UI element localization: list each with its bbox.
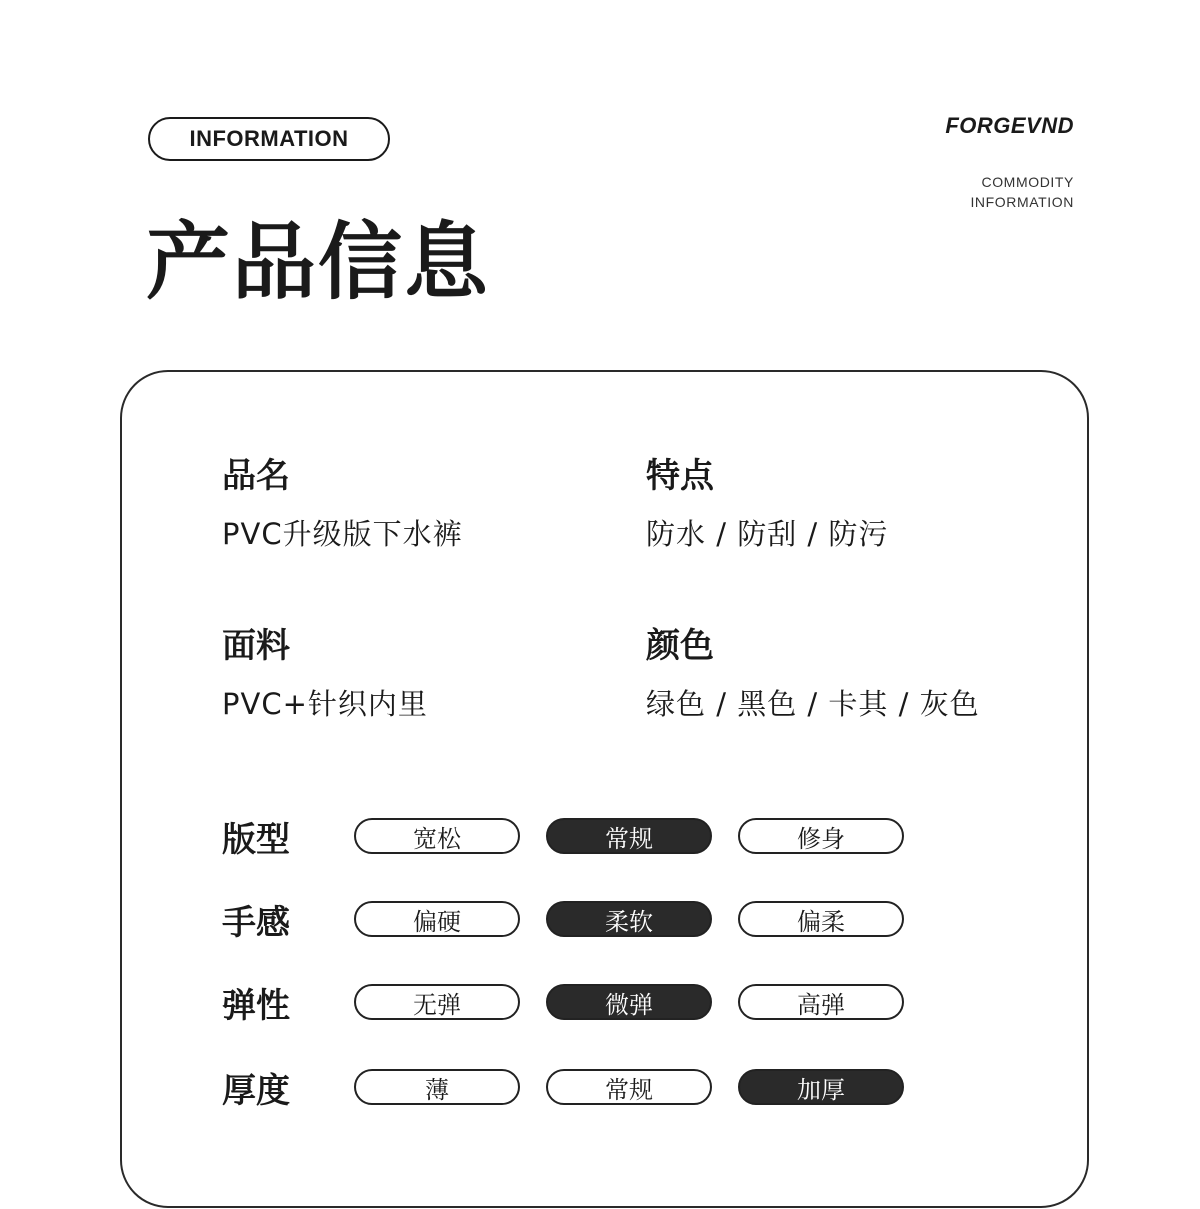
attribute-label: 厚度 xyxy=(222,1070,290,1111)
caption-line-2: INFORMATION xyxy=(970,194,1074,210)
field-name-value: PVC升级版下水裤 xyxy=(222,517,463,551)
option-pill: 无弹 xyxy=(354,984,520,1020)
option-pill: 偏柔 xyxy=(738,901,904,937)
attribute-row-hand-feel xyxy=(222,897,930,941)
option-pill-selected: 微弹 xyxy=(546,984,712,1020)
brand-logo: FORGEVND xyxy=(945,113,1074,138)
field-features xyxy=(646,454,888,554)
attribute-label: 手感 xyxy=(222,902,290,943)
field-fabric-value: PVC+针织内里 xyxy=(222,687,428,721)
field-features-label: 特点 xyxy=(646,456,714,496)
caption-line-1: COMMODITY xyxy=(981,174,1074,190)
option-pill-selected: 常规 xyxy=(546,818,712,854)
option-pill: 高弹 xyxy=(738,984,904,1020)
option-pill: 常规 xyxy=(546,1069,712,1105)
field-fabric xyxy=(222,624,428,724)
option-pill: 宽松 xyxy=(354,818,520,854)
field-color-value: 绿色 / 黑色 / 卡其 / 灰色 xyxy=(646,687,980,721)
field-color xyxy=(646,624,980,724)
field-fabric-label: 面料 xyxy=(222,626,290,666)
commodity-information-caption xyxy=(970,172,1074,212)
attribute-label: 版型 xyxy=(222,819,290,860)
field-features-value: 防水 / 防刮 / 防污 xyxy=(646,517,889,551)
option-pill-selected: 加厚 xyxy=(738,1069,904,1105)
field-name-label: 品名 xyxy=(222,456,290,496)
option-pill: 修身 xyxy=(738,818,904,854)
option-pill: 薄 xyxy=(354,1069,520,1105)
field-name xyxy=(222,454,463,554)
option-pill: 偏硬 xyxy=(354,901,520,937)
attribute-row-thickness xyxy=(222,1065,930,1109)
information-pill: INFORMATION xyxy=(148,117,390,161)
field-color-label: 颜色 xyxy=(646,626,714,666)
attribute-row-elasticity xyxy=(222,980,930,1024)
option-pill-selected: 柔软 xyxy=(546,901,712,937)
page-title: 产品信息 xyxy=(146,213,491,311)
attribute-row-fit xyxy=(222,814,930,858)
attribute-label: 弹性 xyxy=(222,985,290,1026)
